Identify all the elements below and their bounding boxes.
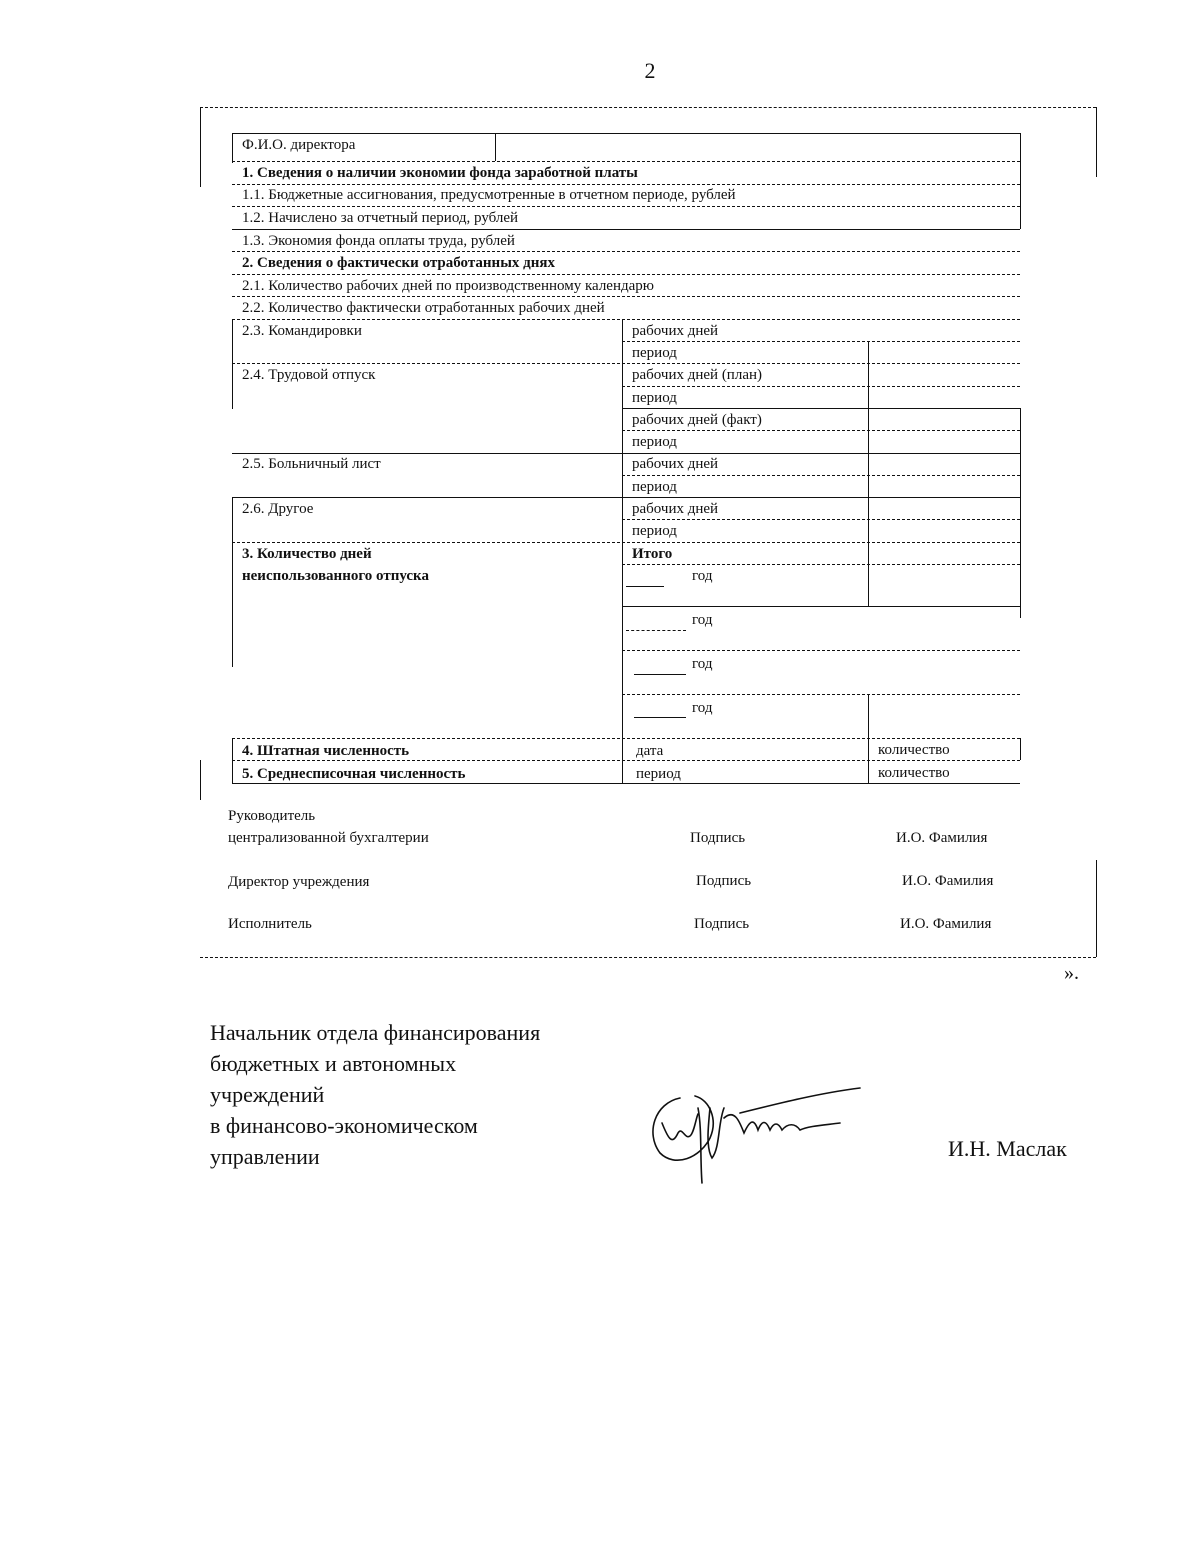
footer-name: И.Н. Маслак <box>948 1136 1067 1161</box>
sign-1-name: И.О. Фамилия <box>896 830 988 846</box>
row-2-5-period: период <box>632 479 677 495</box>
section-1-title: 1. Сведения о наличии экономии фонда заработной платы <box>242 165 638 181</box>
closing-quote: ». <box>1064 962 1079 984</box>
row-1-3-label: 1.3. Экономия фонда оплаты труда, рублей <box>242 233 515 249</box>
row-2-5-work-days: рабочих дней <box>632 456 719 472</box>
row-2-3-label: 2.3. Командировки <box>242 323 362 339</box>
row-1-1-label: 1.1. Бюджетные ассигнования, предусмотренные в отчетном периоде, рублей <box>242 187 736 203</box>
section-3-year-3: год <box>692 656 713 672</box>
section-5-title: 5. Среднесписочная численность <box>242 766 466 782</box>
sign-2-signature: Подпись <box>696 873 752 889</box>
sign-role-1-line-1: Руководитель <box>228 808 316 824</box>
sign-role-2: Директор учреждения <box>228 874 370 890</box>
row-2-4-work-days-fact: рабочих дней (факт) <box>632 412 762 428</box>
section-3-year-4: год <box>692 700 713 716</box>
row-2-4-work-days-plan: рабочих дней (план) <box>632 367 763 383</box>
section-3-year-1: год <box>692 568 713 584</box>
row-2-4-label: 2.4. Трудовой отпуск <box>242 367 376 383</box>
row-2-3-work-days: рабочих дней <box>632 323 719 339</box>
sign-3-name: И.О. Фамилия <box>900 916 992 932</box>
footer-position <box>210 1017 540 1172</box>
section-3-title-line-2: неиспользованного отпуска <box>242 568 429 584</box>
section-3-year-2: год <box>692 612 713 628</box>
footer-line-5: управлении <box>210 1144 320 1169</box>
sign-3-signature: Подпись <box>694 916 750 932</box>
footer-line-2: бюджетных и автономных <box>210 1051 457 1076</box>
handwritten-signature <box>640 1078 870 1188</box>
sign-role-3: Исполнитель <box>228 916 312 932</box>
sign-2-name: И.О. Фамилия <box>902 873 994 889</box>
section-3-total: Итого <box>632 546 673 562</box>
section-5-count: количество <box>878 765 950 781</box>
row-2-3-period: период <box>632 345 677 361</box>
row-2-4-period-plan: период <box>632 390 677 406</box>
section-4-count: количество <box>878 742 950 758</box>
director-name-label: Ф.И.О. директора <box>242 137 356 153</box>
sign-1-signature: Подпись <box>690 830 746 846</box>
section-4-title: 4. Штатная численность <box>242 743 410 759</box>
row-2-1-label: 2.1. Количество рабочих дней по производственному календарю <box>242 278 654 294</box>
row-2-6-work-days: рабочих дней <box>632 501 719 517</box>
row-2-6-period: период <box>632 523 677 539</box>
row-2-2-label: 2.2. Количество фактически отработанных рабочих дней <box>242 300 605 316</box>
row-1-2-label: 1.2. Начислено за отчетный период, рублей <box>242 210 519 226</box>
section-4-date: дата <box>636 743 664 759</box>
row-2-6-label: 2.6. Другое <box>242 501 314 517</box>
footer-line-3: учреждений <box>210 1082 325 1107</box>
section-3-title-line-1: 3. Количество дней <box>242 546 372 562</box>
sign-role-1-line-2: централизованной бухгалтерии <box>228 830 429 846</box>
footer-line-4: в финансово-экономическом <box>210 1113 478 1138</box>
section-5-period: период <box>636 766 681 782</box>
footer-line-1: Начальник отдела финансирования <box>210 1020 541 1045</box>
row-2-4-period-fact: период <box>632 434 677 450</box>
row-2-5-label: 2.5. Больничный лист <box>242 456 381 472</box>
page-number: 2 <box>644 58 656 83</box>
director-name-field[interactable] <box>502 136 1012 156</box>
section-2-title: 2. Сведения о фактически отработанных днях <box>242 255 556 271</box>
